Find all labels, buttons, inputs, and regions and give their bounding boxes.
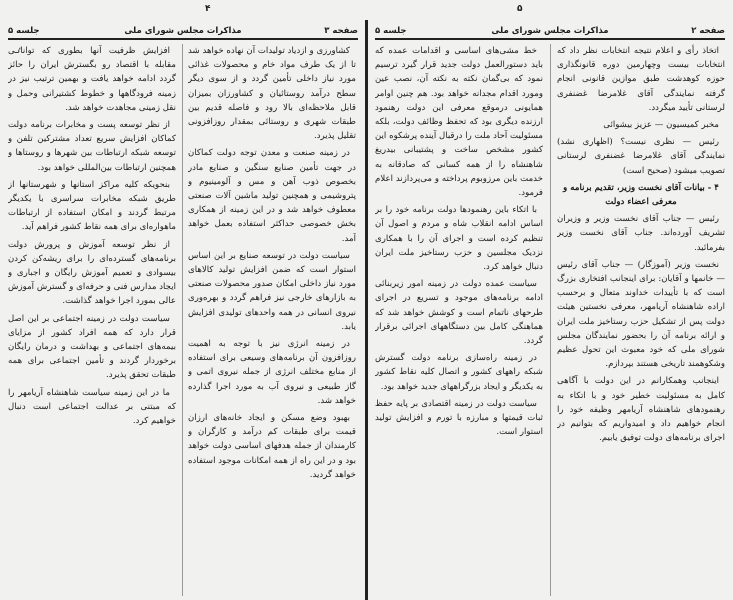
paragraph: سیاست دولت در توسعه صنایع بر این اساس استوار است که ضمن افزایش تولید کالاهای مورد نیاز داخلی امکان صدور محصولات صنعتی به بازارهای خارجی نیز فراهم گردد و بهره‌وری نیروی انسانی در همه واحدهای تولیدی افزایش یابد.	[188, 250, 356, 332]
page-folio: ۵	[517, 4, 523, 14]
paragraph: مخبر کمیسیون — عزیز بیشوائی	[603, 120, 719, 131]
paragraph: خط مشی‌های اساسی و اقدامات عمده که باید دستورالعمل دولت جدید قرار گیرد ترسیم نمود که بی‌گمان نکته به نکته آن، نصب عین ومورد اقدام مجدانه خواهد بود. هم چنین اوامر همایونی درموقع معرفی این دولت رهنمود ارزنده دیگری بود که تحفظ وظائف دولت، بلکه مسئولیت آحاد ملت را درقبال آینده پرشکوه این کشور مشخص ساخت و پشتیبانی بیدریغ شاهنشاه را از همه کسانی که صادقانه به خدمت باین مرزوبوم پرداخته و می‌پردازند اعلام فرمود.	[375, 46, 543, 199]
text-column-right	[557, 44, 725, 596]
paragraph: از نظر توسعه پست و مخابرات برنامه دولت کماکان افزایش سریع تعداد مشترکین تلفن و توسعه شبکه ارتباطات بین شهرها و روستاها و همچنین ارتباطات بین‌المللی خواهد بود.	[8, 120, 176, 173]
column-divider	[182, 44, 183, 596]
right-page	[367, 0, 733, 600]
page-header	[8, 26, 358, 40]
paragraph: نخست وزیر (آموزگار) — جناب آقای رئیس — خانمها و آقایان: برای اینجانب افتخاری بزرگ است که با تأییدات خداوند متعال و برحسب اراده شاهنشاه آریامهر، معرفی نخستین هیئت دولت پس از تشکیل حزب رستاخیز ملت ایران و ارائه برنامه آن را بحضور نمایندگان مجلس شورای ملی که خود معبوث این تحول عظیم وشکوهمند تاریخی هستند بپردازم.	[557, 259, 725, 370]
paragraph: اینجانب وهمکارانم در این دولت با آگاهی کامل به مسئولیت خطیر خود و با اتکاء به رهنمودهای شاهنشاه آریامهر وظیفه خود را انجام خواهیم داد و امیدواریم که بتوانیم در اجرای برنامه‌های دولت توفیق یابیم.	[557, 376, 725, 444]
running-title: مذاکرات مجلس شورای ملی	[491, 26, 609, 36]
session-label: جلسه ۵	[375, 26, 407, 36]
page-folio: ۴	[205, 4, 211, 14]
paragraph: از نظر توسعه آموزش و پرورش دولت برنامه‌های گسترده‌ای را برای ریشه‌کن کردن بیسوادی و تعمیم آموزش رایگان و اجباری و ایجاد مدارس فنی و حرفه‌ای و گسترش آموزش عالی بمورد اجرا خواهد گذاشت.	[8, 239, 176, 307]
text-column-right	[188, 44, 356, 596]
left-page	[0, 0, 366, 600]
page-number: صفحه ۲	[691, 26, 725, 36]
paragraph: سیاست دولت در زمینه اقتصادی بر پایه حفظ ثبات قیمتها و مبارزه با تورم و افزایش تولید استوار است.	[375, 398, 543, 438]
paragraph: با اتکاء باین رهنمودها دولت برنامه خود را بر اساس ادامه انقلاب شاه و مردم و اصول آن تنظیم کرده است و اجرای آن را با همکاری نزدیک مجلسین و حزب رستاخیز ملت ایران دنبال خواهد کرد.	[375, 205, 543, 273]
page-header	[375, 26, 725, 40]
paragraph: در زمینه انرژی نیز با توجه به اهمیت روزافزون آن برنامه‌های وسیعی برای استفاده از منابع مختلف انرژی از جمله نیروی اتمی و گاز طبیعی و نیروی آب به مورد اجرا گذارده خواهد شد.	[188, 339, 356, 406]
paragraph: در زمینه راه‌سازی برنامه دولت گسترش شبکه راههای کشور و اتصال کلیه نقاط کشور به یکدیگر و ایجاد بزرگراههای جدید خواهد بود.	[375, 353, 543, 392]
paragraph: در زمینه صنعت و معدن توجه دولت کماکان در جهت تأمین صنایع سنگین و صنایع مادر بخصوص ذوب آهن و مس و آلومینیوم و پتروشیمی و همچنین تولید ماشین آلات صنعتی معطوف خواهد شد و در این زمینه از همکاری بخش خصوصی حداکثر استفاده بعمل خواهد آمد.	[188, 148, 356, 244]
paragraph: اتخاذ رأی و اعلام نتیجه انتخابات نظر داد که انتخابات بیست وچهارمین دوره قانونگذاری حوزه کوهدشت طبق موازین قانونی انجام گرفته نمایندگی آقای غلامرضا غضنفری لرستانی تأیید میگردد.	[557, 46, 725, 113]
paragraph: رئیس — نظری نیست؟ (اظهاری نشد) نمایندگی آقای غلامرضا غضنفری لرستانی تصویب میشود (صحیح است)	[557, 137, 725, 176]
paragraph: سیاست دولت در زمینه اجتماعی بر این اصل قرار دارد که همه افراد کشور از مزایای بیمه‌های اجتماعی و بهداشت و درمان رایگان برخوردار گردند و تأمین اجتماعی برای همه طبقات تحقق پذیرد.	[8, 313, 176, 381]
paragraph: رئیس — جناب آقای نخست وزیر و وزیران تشریف آورده‌اند. جناب آقای نخست وزیر بفرمائید.	[557, 214, 725, 253]
text-column-left	[8, 44, 176, 596]
paragraph: بهبود وضع مسکن و ایجاد خانه‌های ارزان قیمت برای طبقات کم درآمد و کارگران و کارمندان از جمله هدفهای اساسی دولت خواهد بود و در این راه از همه امکانات موجود استفاده خواهد گردید.	[188, 413, 356, 480]
paragraph: سیاست عمده دولت در زمینه امور زیربنائی ادامه برنامه‌های موجود و تسریع در اجرای طرحهای ناتمام است و کوشش خواهد شد که هماهنگی کامل بین دستگاههای اجرائی برقرار گردد.	[375, 279, 543, 347]
section-heading: ۴ - بیانات آقای نخست وزیر، تقدیم برنامه و معرفی اعضاء دولت	[563, 182, 719, 208]
session-label: جلسه ۵	[8, 26, 40, 36]
paragraph: کشاورزی و ازدیاد تولیدات آن نهاده خواهد شد تا از یک طرف مواد خام و محصولات غذائی مورد نیاز داخلی تأمین گردد و از سوی دیگر سطح درآمد روستائیان و کشاورزان بمیزان قابل ملاحظه‌ای بالا رود و فاصله قدیم بین طبقات شهری و روستائی بمقدار روزافزونی تقلیل پذیرد.	[188, 46, 356, 142]
paragraph: افزایش ظرفیت آنها بطوری که تواناٸی مقابله با اقتصاد رو بگسترش ایران را حائز گردد ادامه خواهد یافت و بهمین ترتیب نیز در زمینه فرودگاهها و خطوط کشتیرانی وحمل و نقل زمینی مجاهدت خواهد شد.	[8, 46, 176, 113]
column-divider	[550, 44, 551, 596]
paragraph: بنحویکه کلیه مراکز استانها و شهرستانها از طریق شبکه مخابرات سراسری با یکدیگر مرتبط گردند و امکان استفاده از ارتباطات ماهواره‌ای برای همه نقاط کشور فراهم آید.	[8, 179, 176, 233]
page-number: صفحه ۳	[324, 26, 358, 36]
text-column-left	[375, 44, 543, 596]
running-title: مذاکرات مجلس شورای ملی	[124, 26, 242, 36]
paragraph: ما در این زمینه سیاست شاهنشاه آریامهر را که مبتنی بر عدالت اجتماعی است دنبال خواهیم کرد.	[8, 387, 176, 427]
